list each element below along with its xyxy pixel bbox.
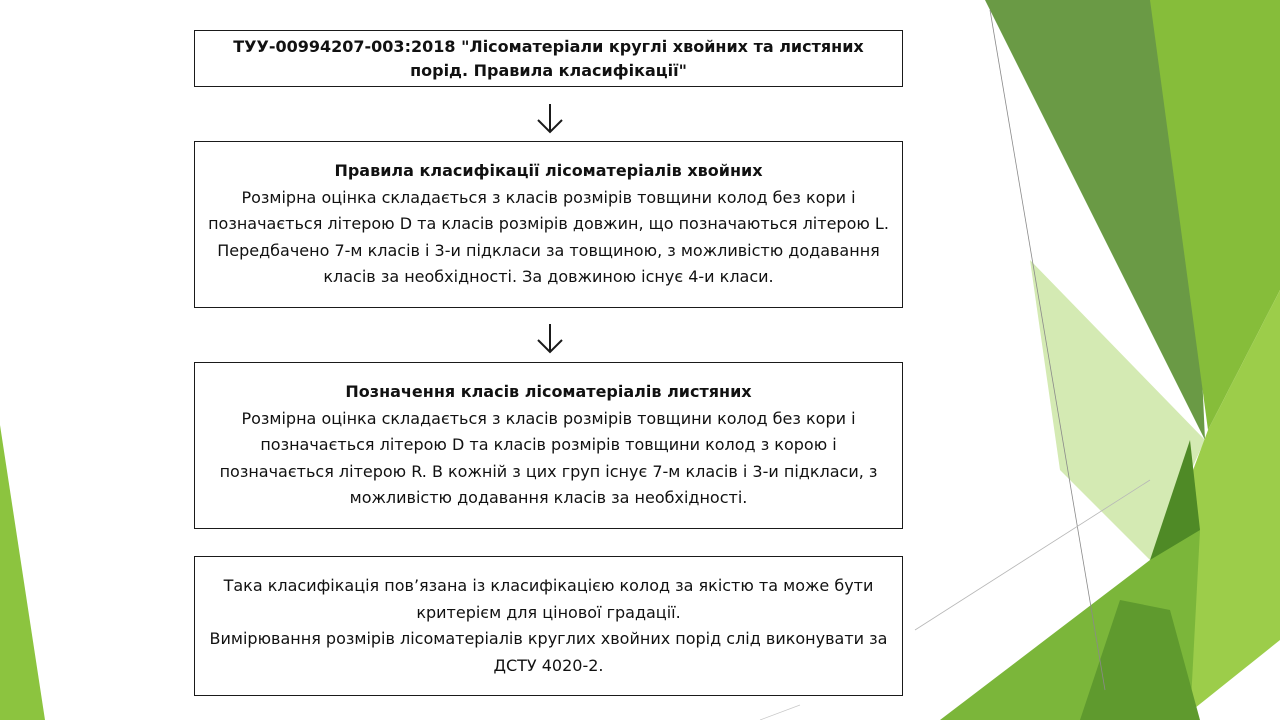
thin-line xyxy=(760,705,800,720)
note-line-2: Вимірювання розмірів лісоматеріалів круглих хвойних порід слід виконувати за ДСТУ 4020-2. xyxy=(209,629,888,675)
standard-title-box xyxy=(194,30,903,87)
standard-title: ТУУ-00994207-003:2018 "Лісоматеріали круглі хвойних та листяних порід. Правила класифікації" xyxy=(233,36,864,80)
hardwood-classes-box xyxy=(194,362,903,529)
hardwood-heading: Позначення класів лісоматеріалів листяних xyxy=(345,382,752,402)
softwood-rules-box xyxy=(194,141,903,308)
left-green-wedge xyxy=(0,425,45,720)
arrow-down-icon xyxy=(534,322,566,356)
softwood-heading: Правила класифікації лісоматеріалів хвойних xyxy=(334,161,763,181)
note-line-1: Така класифікація пов’язана із класифікацією колод за якістю та може бути критерієм для цінової градації. xyxy=(223,576,874,622)
note-box xyxy=(194,556,903,696)
arrow-down-icon xyxy=(534,102,566,136)
hardwood-text: Розмірна оцінка складається з класів розмірів товщини колод без кори і позначається літерою D та класів розмірів товщини колод з корою і позначається літерою R. В кожній з цих груп існує 7-м класів і 3-и підкласи, з можливістю додавання класів за необхідності. xyxy=(219,408,878,508)
softwood-text: Розмірна оцінка складається з класів розмірів товщини колод без кори і позначається літерою D та класів розмірів довжин, що позначаються літерою L. Передбачено 7-м класів і 3-и підкласи за товщиною, з можливістю додавання класів за необхідності. За довжиною існує 4-и класи. xyxy=(208,187,889,287)
